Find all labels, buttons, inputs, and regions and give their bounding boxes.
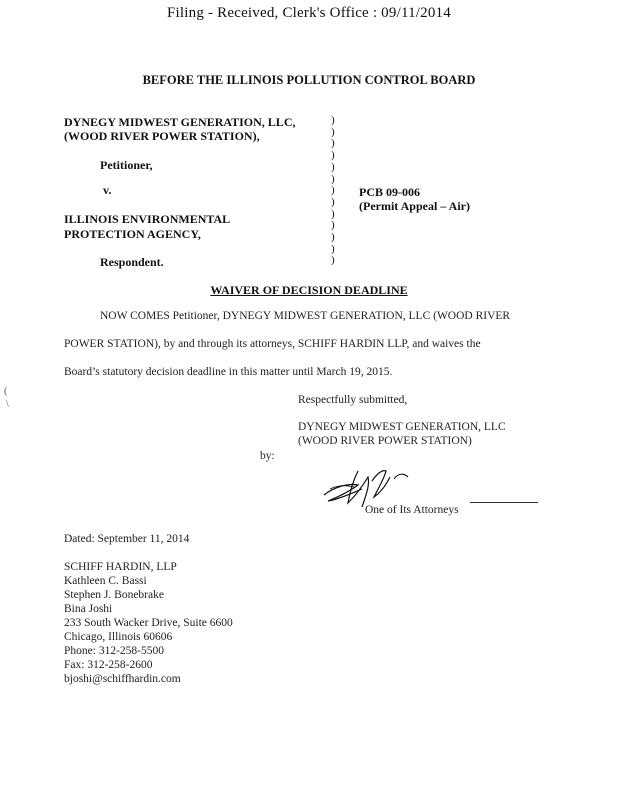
attorney-caption: One of Its Attorneys <box>365 504 459 516</box>
petitioner-name-line-2: (WOOD RIVER POWER STATION), <box>64 129 260 143</box>
counsel-address-2: Chicago, Illinois 60606 <box>64 631 173 643</box>
party-line-1: DYNEGY MIDWEST GENERATION, LLC <box>298 421 506 433</box>
margin-mark: \ <box>6 399 9 410</box>
counsel-phone: Phone: 312-258-5500 <box>64 645 164 657</box>
counsel-attorney-3: Bina Joshi <box>64 603 113 615</box>
petitioner-role: Petitioner, <box>100 158 153 172</box>
caption-parentheses: ) ) ) ) ) ) ) ) ) ) ) ) ) <box>331 114 335 267</box>
board-title: BEFORE THE ILLINOIS POLLUTION CONTROL BOARD <box>142 73 476 87</box>
respondent-name-line-1: ILLINOIS ENVIRONMENTAL <box>64 212 231 226</box>
case-type: (Permit Appeal – Air) <box>359 199 470 213</box>
counsel-firm: SCHIFF HARDIN, LLP <box>64 561 177 573</box>
signature-line <box>470 502 538 503</box>
counsel-attorney-1: Kathleen C. Bassi <box>64 575 147 587</box>
body-line-3: Board’s statutory decision deadline in this matter until March 19, 2015. <box>64 366 393 378</box>
document-title: WAIVER OF DECISION DEADLINE <box>210 283 408 297</box>
respondent-name-line-2: PROTECTION AGENCY, <box>64 227 201 241</box>
case-number: PCB 09-006 <box>359 185 420 199</box>
body-line-2: POWER STATION), by and through its attorneys, SCHIFF HARDIN LLP, and waives the <box>64 338 481 350</box>
by-label: by: <box>260 450 275 462</box>
closing-phrase: Respectfully submitted, <box>298 394 408 406</box>
dated-line: Dated: September 11, 2014 <box>64 533 190 545</box>
counsel-address-1: 233 South Wacker Drive, Suite 6600 <box>64 617 233 629</box>
body-line-1: NOW COMES Petitioner, DYNEGY MIDWEST GENERATION, LLC (WOOD RIVER <box>100 310 511 322</box>
petitioner-name-line-1: DYNEGY MIDWEST GENERATION, LLC, <box>64 115 296 129</box>
margin-mark: ( <box>4 386 8 397</box>
counsel-attorney-2: Stephen J. Bonebrake <box>64 589 164 601</box>
counsel-fax: Fax: 312-258-2600 <box>64 659 153 671</box>
filing-stamp: Filing - Received, Clerk's Office : 09/11/2014 <box>167 5 451 21</box>
counsel-email: bjoshi@schiffhardin.com <box>64 673 181 685</box>
versus-label: v. <box>103 183 112 197</box>
respondent-role: Respondent. <box>100 255 164 269</box>
party-line-2: (WOOD RIVER POWER STATION) <box>298 435 472 447</box>
